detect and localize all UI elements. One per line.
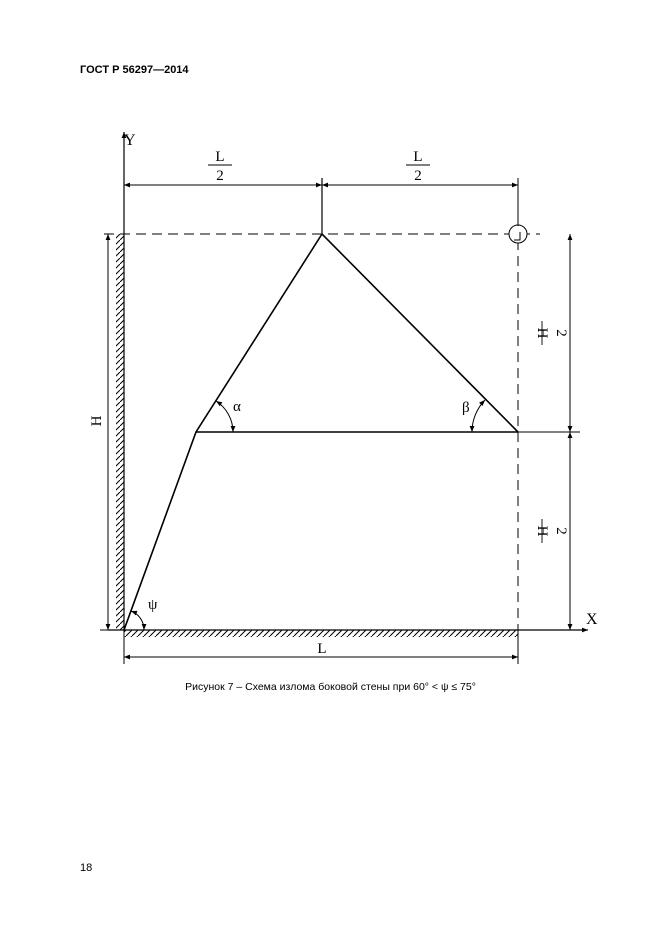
half-height-top-den: 2: [553, 329, 569, 337]
angle-psi-label: ψ: [148, 597, 158, 613]
half-height-top-num: H: [534, 327, 550, 339]
ground-hatching: [124, 630, 518, 637]
document-standard-header: ГОСТ Р 56297—2014: [80, 64, 189, 76]
wall-hatching: [116, 234, 124, 630]
half-length-left-num: L: [215, 149, 225, 165]
angle-psi-arc: [131, 611, 144, 630]
axis-x-label: X: [586, 611, 598, 628]
angle-alpha-arc: [216, 401, 233, 432]
half-length-left-den: 2: [216, 168, 224, 184]
height-label: H: [89, 415, 105, 427]
angle-beta-arc: [472, 400, 485, 432]
full-length-label: L: [317, 641, 327, 657]
page-number: 18: [80, 862, 93, 874]
angle-beta-label: β: [462, 400, 470, 416]
half-height-bottom-den: 2: [553, 527, 569, 535]
angle-alpha-label: α: [233, 399, 241, 415]
half-length-right-den: 2: [414, 168, 422, 184]
half-height-bottom-num: H: [534, 525, 550, 537]
figure-caption: Рисунок 7 – Схема излома боковой стены при 60° < ψ ≤ 75°: [185, 681, 476, 693]
half-length-right-num: L: [413, 149, 423, 165]
axis-y-label: Y: [124, 132, 136, 149]
